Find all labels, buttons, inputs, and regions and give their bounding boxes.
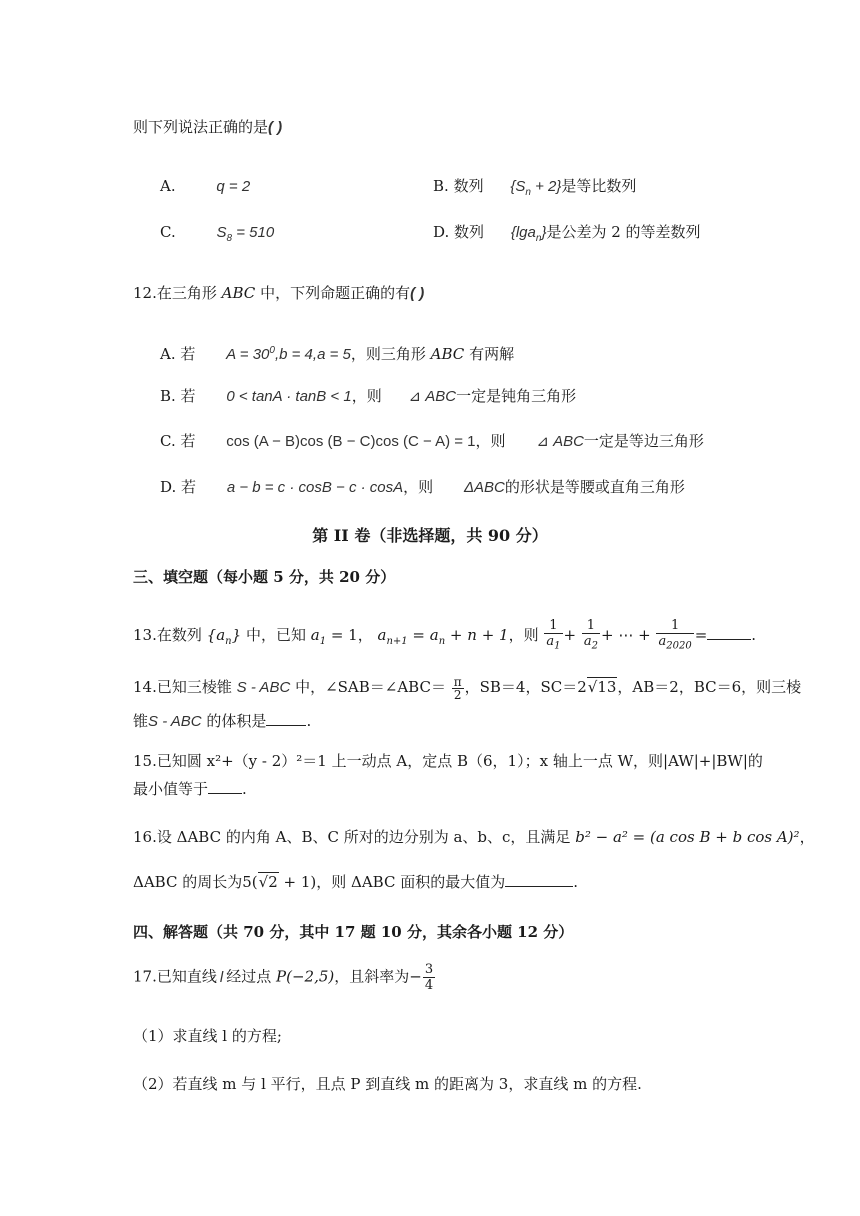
q11-stem-text: 则下列说法正确的是 [133, 118, 269, 136]
answer-blank[interactable] [505, 886, 573, 887]
q11-b-pre: 数列 [453, 177, 484, 195]
part-2-title: 第 II 卷（非选择题，共 90 分） [312, 526, 548, 545]
q11-d-pre: 数列 [454, 223, 485, 241]
q12-option-b: B. 若 0 < tanA · tanB < 1，则 ⊿ ABC一定是钝角三角形 [160, 387, 577, 405]
q14-line-1: 14.已知三棱锥 S - ABC 中，∠SAB＝∠ABC＝ $\frac{\pi}{2}$ ，SB＝4，SC＝2√13，AB＝2，BC＝6，则三棱 [133, 674, 802, 702]
q11-a-expr: q = 2 [216, 178, 251, 195]
section-3-heading: 三、填空题（每小题 5 分，共 20 分） [133, 568, 396, 586]
pi-over-2-fraction: $\frac{\pi}{2}$ [453, 674, 462, 702]
q13-fraction-1: $\frac{1}{a_1}$ [546, 618, 561, 652]
q13-fraction-2: $\frac{1}{a_2}$ [583, 618, 599, 652]
q11-option-d [433, 222, 701, 249]
option-label: A. [160, 177, 176, 195]
q17-sub-2: （2）若直线 m 与 l 平行，且点 P 到直线 m 的距离为 3，求直线 m 的方程. [133, 1075, 642, 1093]
option-label: C. [160, 223, 176, 241]
q11-option-b [433, 176, 636, 203]
q17-sub-1: （1）求直线 l 的方程; [133, 1027, 282, 1045]
q11-b-expr: $\{S_n + 2\}$ [510, 178, 562, 198]
q11-c-expr: $S_8 = 510$ [216, 224, 275, 244]
q11-option-c [160, 222, 274, 249]
q12-stem: 12.在三角形 ABC 中，下列命题正确的有( ) [133, 284, 425, 302]
q12-option-d: D. 若 a − b = c · cosB − c · cosA，则 ΔABC的形状是等腰或直角三角形 [160, 478, 685, 496]
q11-d-post: 是公差为 2 的等差数列 [546, 223, 701, 241]
q12-option-a: A. 若 $A = 30^0,b = 4,a = 5$，则三角形 ABC 有两解 [160, 345, 515, 363]
q11-d-expr: {lga$_n$} [510, 224, 547, 244]
option-label: B. [433, 177, 449, 195]
q15-line-1: 15.已知圆 x²+（y - 2）²＝1 上一动点 A，定点 B（6，1）；x 轴上一点 W，则|AW|+|BW|的 [133, 752, 763, 770]
sqrt-13: √13 [587, 678, 617, 696]
option-label: D. [433, 223, 450, 241]
q14-line-2: 锥S - ABC 的体积是 . [133, 712, 312, 730]
q13-fraction-3: $\frac{1}{a_{2020}}$ [658, 618, 692, 652]
q11-answer-paren: ( ) [268, 119, 283, 136]
q11-b-post: 是等比数列 [561, 177, 637, 195]
q16-line-2: ΔABC 的周长为5(√2 + 1)，则 ΔABC 面积的最大值为 . [133, 873, 578, 891]
answer-blank[interactable] [266, 725, 306, 726]
q11-stem [133, 117, 282, 138]
q17-stem: 17.已知直线 l 经过点 P(−2,5)，且斜率为− $\frac{3}{4}$ [133, 962, 434, 993]
q12-answer-paren: ( ) [410, 285, 425, 302]
q15-line-2: 最小值等于 . [133, 780, 247, 798]
q11-option-a [160, 176, 250, 197]
slope-fraction: $\frac{3}{4}$ [424, 962, 434, 993]
section-4-heading: 四、解答题（共 70 分，其中 17 题 10 分，其余各小题 12 分） [133, 923, 574, 941]
answer-blank[interactable] [208, 793, 242, 794]
q13: 13.在数列 $\{a_n\}$ 中，已知 $a_1 = 1$， $a_{n+1} = a_n + n + 1$，则 $\frac{1}{a_1}$ + $\frac{1}{a_2}$ + ⋯ + $\frac{1}{a_{2020}}$ = . [133, 618, 757, 652]
answer-blank[interactable] [707, 639, 751, 640]
q12-option-c: C. 若 cos (A − B)cos (B − C)cos (C − A) = 1，则 ⊿ ABC一定是等边三角形 [160, 432, 704, 450]
q16-line-1: 16.设 ΔABC 的内角 A、B、C 所对的边分别为 a、b、c，且满足 b² − a² = (a cos B + b cos A)²， [133, 828, 815, 846]
